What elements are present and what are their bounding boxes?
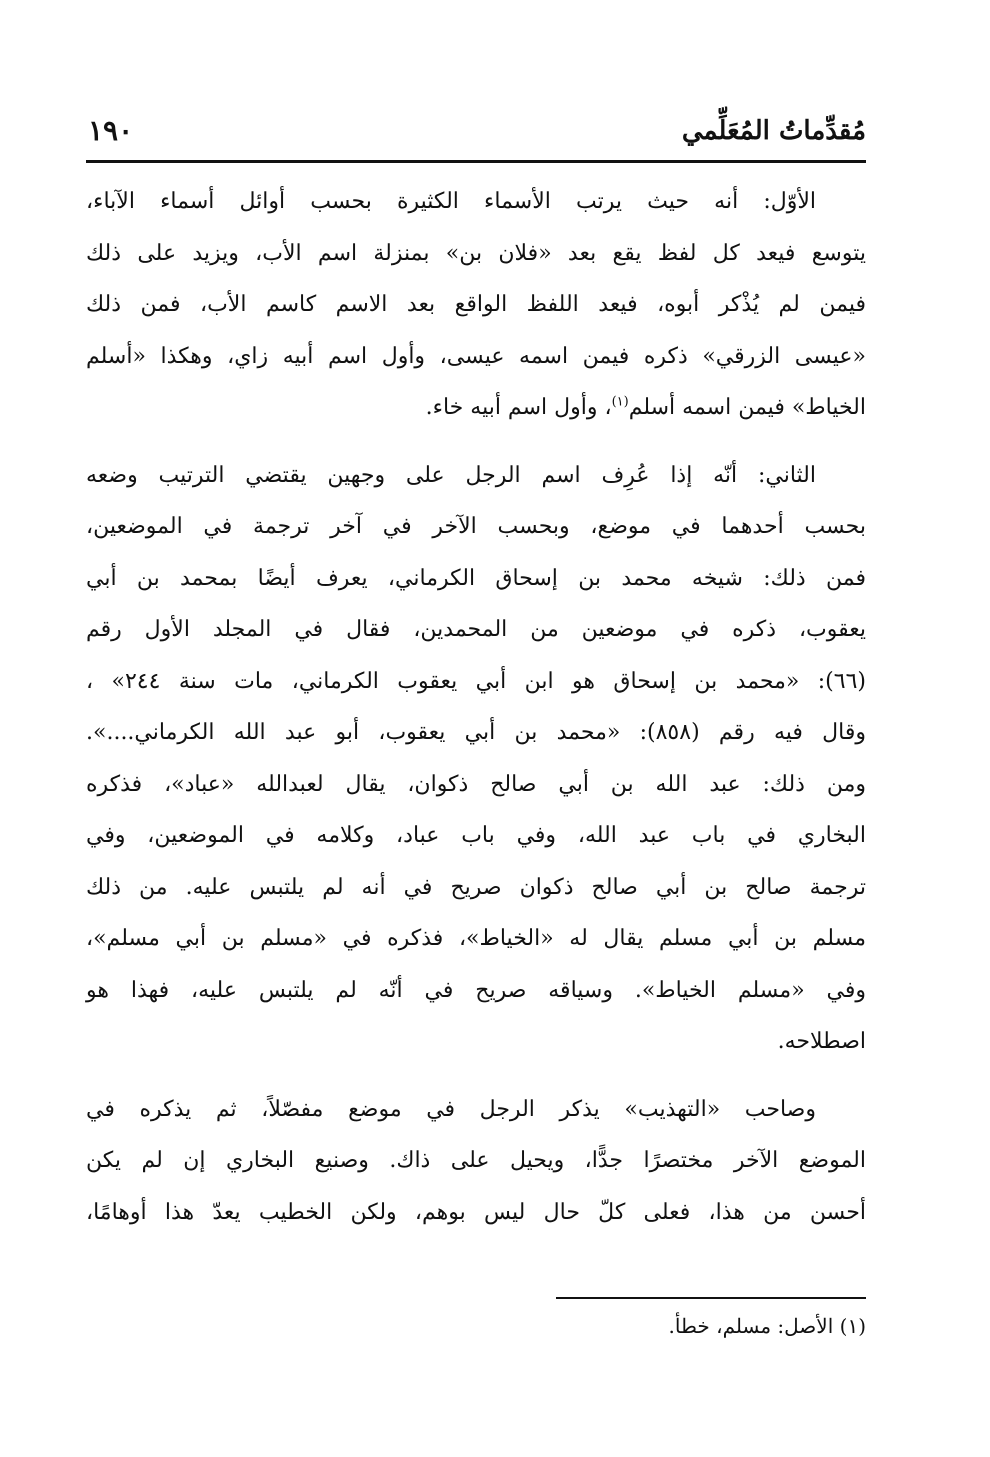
footnote-reference[interactable]: (١) (611, 394, 629, 410)
text-line: (٦٦): «محمد بن إسحاق هو ابن أبي يعقوب الكرماني، مات سنة ٢٤٤» ، (86, 668, 866, 694)
page-header (88, 110, 866, 160)
footnote-text: الأصل: مسلم، خطأ. (668, 1314, 834, 1338)
text-segment: الخياط» فيمن اسمه أسلم (628, 395, 866, 420)
paragraph-3 (86, 1084, 866, 1239)
text-line: البخاري في باب عبد الله، وفي باب عباد، وكلامه في الموضعين، وفي (86, 823, 866, 848)
text-line: يتوسع فيعد كل لفظ يقع بعد «فلان بن» بمنزلة اسم الأب، ويزيد على ذلك (86, 240, 866, 266)
text-line: الثاني: أنّه إذا عُرِف اسم الرجل على وجهين يقتضي الترتيب وضعه (86, 462, 816, 488)
text-line: فمن ذلك: شيخه محمد بن إسحاق الكرماني، يعرف أيضًا بمحمد بن أبي (86, 565, 866, 591)
text-line: مسلم بن أبي مسلم يقال له «الخياط»، فذكره في «مسلم بن أبي مسلم»، (86, 926, 866, 951)
text-line: اصطلاحه. (777, 1029, 866, 1054)
paragraph-1 (86, 176, 866, 434)
text-line: أحسن من هذا، فعلى كلّ حال ليس بوهم، ولكن الخطيب يعدّ هذا أوهامًا، (86, 1199, 866, 1225)
footnote-divider (556, 1297, 866, 1299)
text-line: بحسب أحدهما في موضع، وبحسب الآخر في آخر ترجمة في الموضعين، (86, 514, 866, 539)
page-number: ١٩٠ (88, 114, 134, 147)
text-line: الأوّل: أنه حيث يرتب الأسماء الكثيرة بحسب أوائل أسماء الآباء، (86, 189, 817, 214)
main-text (86, 176, 866, 1238)
text-line: الموضع الآخر مختصرًا جدًّا، ويحيل على ذاك. وصنيع البخاري إن لم يكن (86, 1148, 866, 1173)
text-line: ترجمة صالح بن أبي صالح ذكوان صريح في أنه لم يلتبس عليه. من ذلك (86, 874, 866, 900)
text-line: ومن ذلك: عبد الله بن أبي صالح ذكوان، يقال لعبدالله «عباد»، فذكره (86, 771, 866, 797)
footnote (560, 1308, 866, 1344)
text-line (86, 382, 866, 434)
text-line: فيمن لم يُذْكر أبوه، فيعد اللفظ الواقع بعد الاسم كاسم الأب، فمن ذلك (86, 292, 866, 317)
text-line: يعقوب، ذكره في موضعين من المحمدين، فقال في المجلد الأول رقم (86, 617, 866, 642)
text-line: وقال فيه رقم (٨٥٨): «محمد بن أبي يعقوب، أبو عبد الله الكرماني....». (86, 720, 867, 745)
header-divider (86, 160, 866, 163)
text-line: «عيسى الزرقي» ذكره فيمن اسمه عيسى، وأول اسم أبيه زاي، وهكذا «أسلم (86, 343, 866, 369)
text-segment: ، وأول اسم أبيه خاء. (425, 395, 612, 420)
running-title: مُقدِّماتُ المُعَلِّمي (681, 116, 866, 146)
footnote-marker: (١) (839, 1314, 866, 1338)
text-line: وفي «مسلم الخياط». وسياقه صريح في أنّه لم يلتبس عليه، فهذا هو (86, 977, 866, 1003)
text-line: وصاحب «التهذيب» يذكر الرجل في موضع مفصّلاً، ثم يذكره في (86, 1096, 816, 1122)
paragraph-2 (86, 450, 866, 1068)
